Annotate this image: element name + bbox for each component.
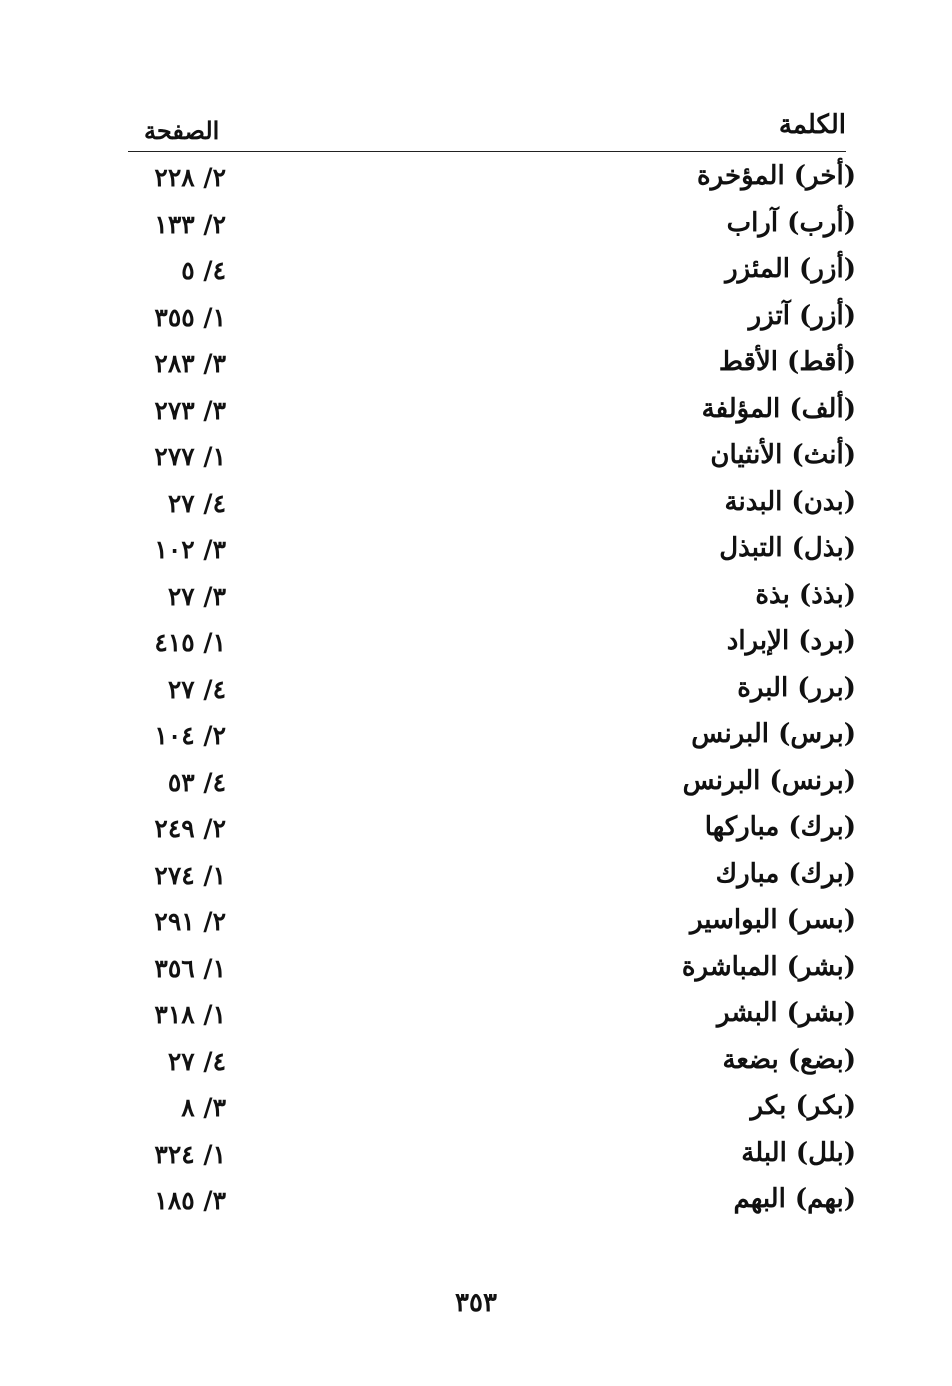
index-term: (برر) البرة [737,672,856,703]
index-page-ref: ٤/ ٢٧ [167,488,226,518]
index-page-ref: ٣/ ١٨٥ [154,1186,226,1215]
index-page-ref: ٣/ ٢٧ [167,581,226,611]
index-page-ref: ١/ ٢٧٧ [154,442,226,471]
index-row [128,1178,856,1225]
index-row [128,1039,856,1086]
index-page-ref: ٢/ ١٣٣ [154,209,226,239]
index-row [128,806,856,853]
index-row [128,713,856,760]
header-page-label: الصفحة [144,116,220,145]
index-row [128,155,856,202]
index-term: (بلل) البلة [741,1137,856,1168]
index-page-ref: ١/ ٣٢٤ [154,1139,226,1169]
index-row [128,1085,856,1132]
index-page-ref: ٢/ ٢٩١ [154,907,226,936]
index-row [128,527,856,574]
index-term: (ألف) المؤلفة [701,393,856,424]
index-page-ref: ٢/ ١٠٤ [154,721,226,750]
index-term: (بهم) البهم [733,1184,856,1214]
index-term: (برس) البرنس [691,719,856,749]
index-page-ref: ٢/ ٢٤٩ [154,814,226,843]
index-term: (أرب) آراب [726,207,856,238]
index-row [128,899,856,946]
index-term: (بشر) المباشرة [681,951,856,982]
index-page-ref: ١/ ٣١٨ [154,1000,226,1029]
index-term: (أزر) المئزر [725,254,856,284]
index-term: (بضع) بضعة [722,1044,856,1075]
index-term: (برنس) البرنس [682,765,856,796]
index-page-ref: ٣/ ٢٧٣ [154,395,226,425]
index-term: (بسر) البواسير [689,905,856,935]
index-term: (بدن) البدنة [724,486,856,517]
index-entries [128,155,856,1225]
index-row [128,574,856,621]
index-row [128,388,856,435]
index-page-ref: ١/ ٣٥٦ [154,953,226,983]
page-number: ٣٥٣ [455,1288,497,1318]
index-row [128,481,856,528]
index-page-ref: ٤/ ٢٧ [167,1046,226,1076]
index-term: (برد) الإبراد [726,626,856,656]
header-divider [128,151,846,152]
index-term: (بكر) بكر [750,1091,856,1121]
header-word-label: الكلمة [778,110,846,140]
index-row [128,1132,856,1179]
index-term: (بذذ) بذة [755,579,856,610]
index-term: (أنث) الأنثيان [710,440,856,470]
index-row [128,341,856,388]
index-term: (بشر) البشر [717,998,856,1028]
index-term: (بذل) التبذل [719,533,856,563]
index-row [128,667,856,714]
index-row [128,620,856,667]
index-row [128,248,856,295]
index-page-ref: ١/ ٢٧٤ [154,860,226,890]
index-row [128,853,856,900]
index-row [128,434,856,481]
index-term: (أزر) آتزر [748,300,856,331]
index-page-ref: ٣/ ٢٨٣ [154,349,226,378]
index-row [128,202,856,249]
index-term: (برك) مبارك [715,858,856,889]
index-page-ref: ١/ ٤١٥ [154,628,226,657]
index-term: (أقط) الأقط [718,347,856,377]
index-page-ref: ٤/ ٥٣ [167,767,226,797]
index-row [128,946,856,993]
index-page-ref: ٢/ ٢٢٨ [154,163,226,192]
index-page-ref: ٣/ ٨ [181,1093,226,1122]
index-term: (برك) مباركها [704,812,856,842]
index-row [128,992,856,1039]
table-header [128,110,846,150]
index-row [128,760,856,807]
index-row [128,295,856,342]
index-page-ref: ٤/ ٢٧ [167,674,226,704]
index-page-ref: ٤/ ٥ [181,256,226,285]
index-term: (أخر) المؤخرة [697,161,856,191]
index-page-ref: ٣/ ١٠٢ [154,535,226,564]
index-page-ref: ١/ ٣٥٥ [154,302,226,332]
